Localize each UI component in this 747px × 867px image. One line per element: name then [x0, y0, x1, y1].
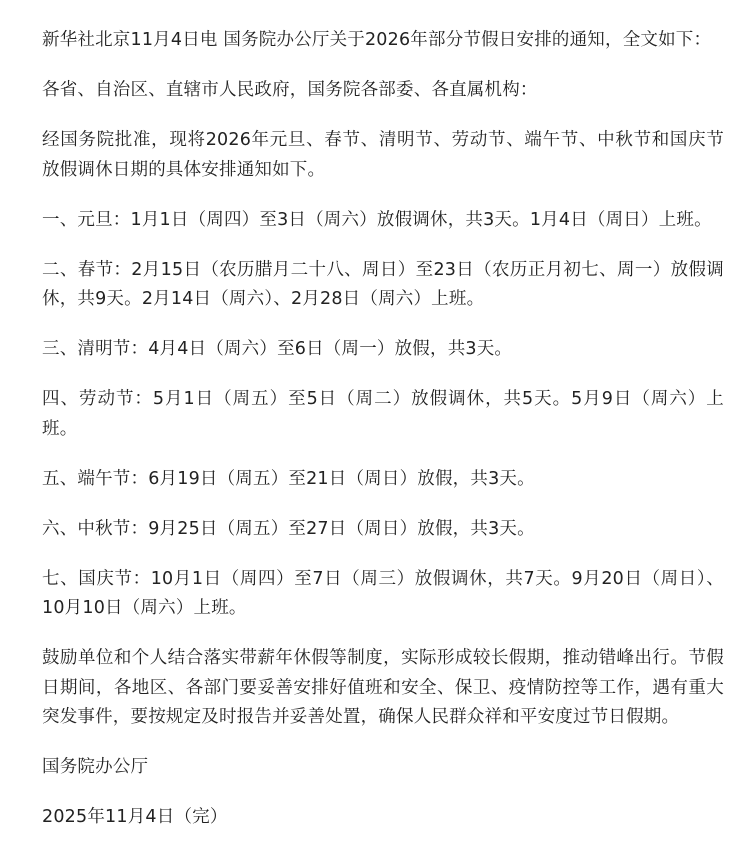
holiday-dragon-boat: 五、端午节：6月19日（周五）至21日（周日）放假，共3天。 [42, 468, 535, 489]
holiday-labor-day: 四、劳动节：5月1日（周五）至5日（周二）放假调休，共5天。5月9日（周六）上班。 [42, 389, 724, 439]
intro-paragraph: 经国务院批准，现将2026年元旦、春节、清明节、劳动节、端午节、中秋节和国庆节放假调休日期的具体安排通知如下。 [42, 130, 724, 180]
dateline-paragraph: 新华社北京11月4日电 国务院办公厅关于2026年部分节假日安排的通知，全文如下： [42, 30, 712, 50]
holiday-qingming: 三、清明节：4月4日（周六）至6日（周一）放假，共3天。 [42, 339, 513, 359]
holiday-new-year: 一、元旦：1月1日（周四）至3日（周六）放假调休，共3天。1月4日（周日）上班。 [42, 209, 712, 230]
holiday-national-day: 七、国庆节：10月1日（周四）至7日（周三）放假调休，共7天。9月20日（周日）、10月10日（周六）上班。 [42, 568, 724, 618]
issue-date: 2025年11月4日（完） [42, 807, 228, 827]
holiday-mid-autumn: 六、中秋节：9月25日（周五）至27日（周日）放假，共3天。 [42, 518, 535, 539]
closing-paragraph: 鼓励单位和个人结合落实带薪年休假等制度，实际形成较长假期，推动错峰出行。节假日期间，各地区、各部门要妥善安排好值班和安全、保卫、疫情防控等工作，遇有重大突发事件，要按规定及时报告并妥善处置，确保人民群众祥和平安度过节日假期。 [42, 648, 724, 727]
article-body [42, 26, 724, 853]
holiday-spring-festival: 二、春节：2月15日（农历腊月二十八、周日）至23日（农历正月初七、周一）放假调休，共9天。2月14日（周六）、2月28日（周六）上班。 [42, 259, 724, 309]
issuer-signature: 国务院办公厅 [42, 757, 149, 777]
addressee-paragraph: 各省、自治区、直辖市人民政府，国务院各部委、各直属机构： [42, 80, 538, 100]
